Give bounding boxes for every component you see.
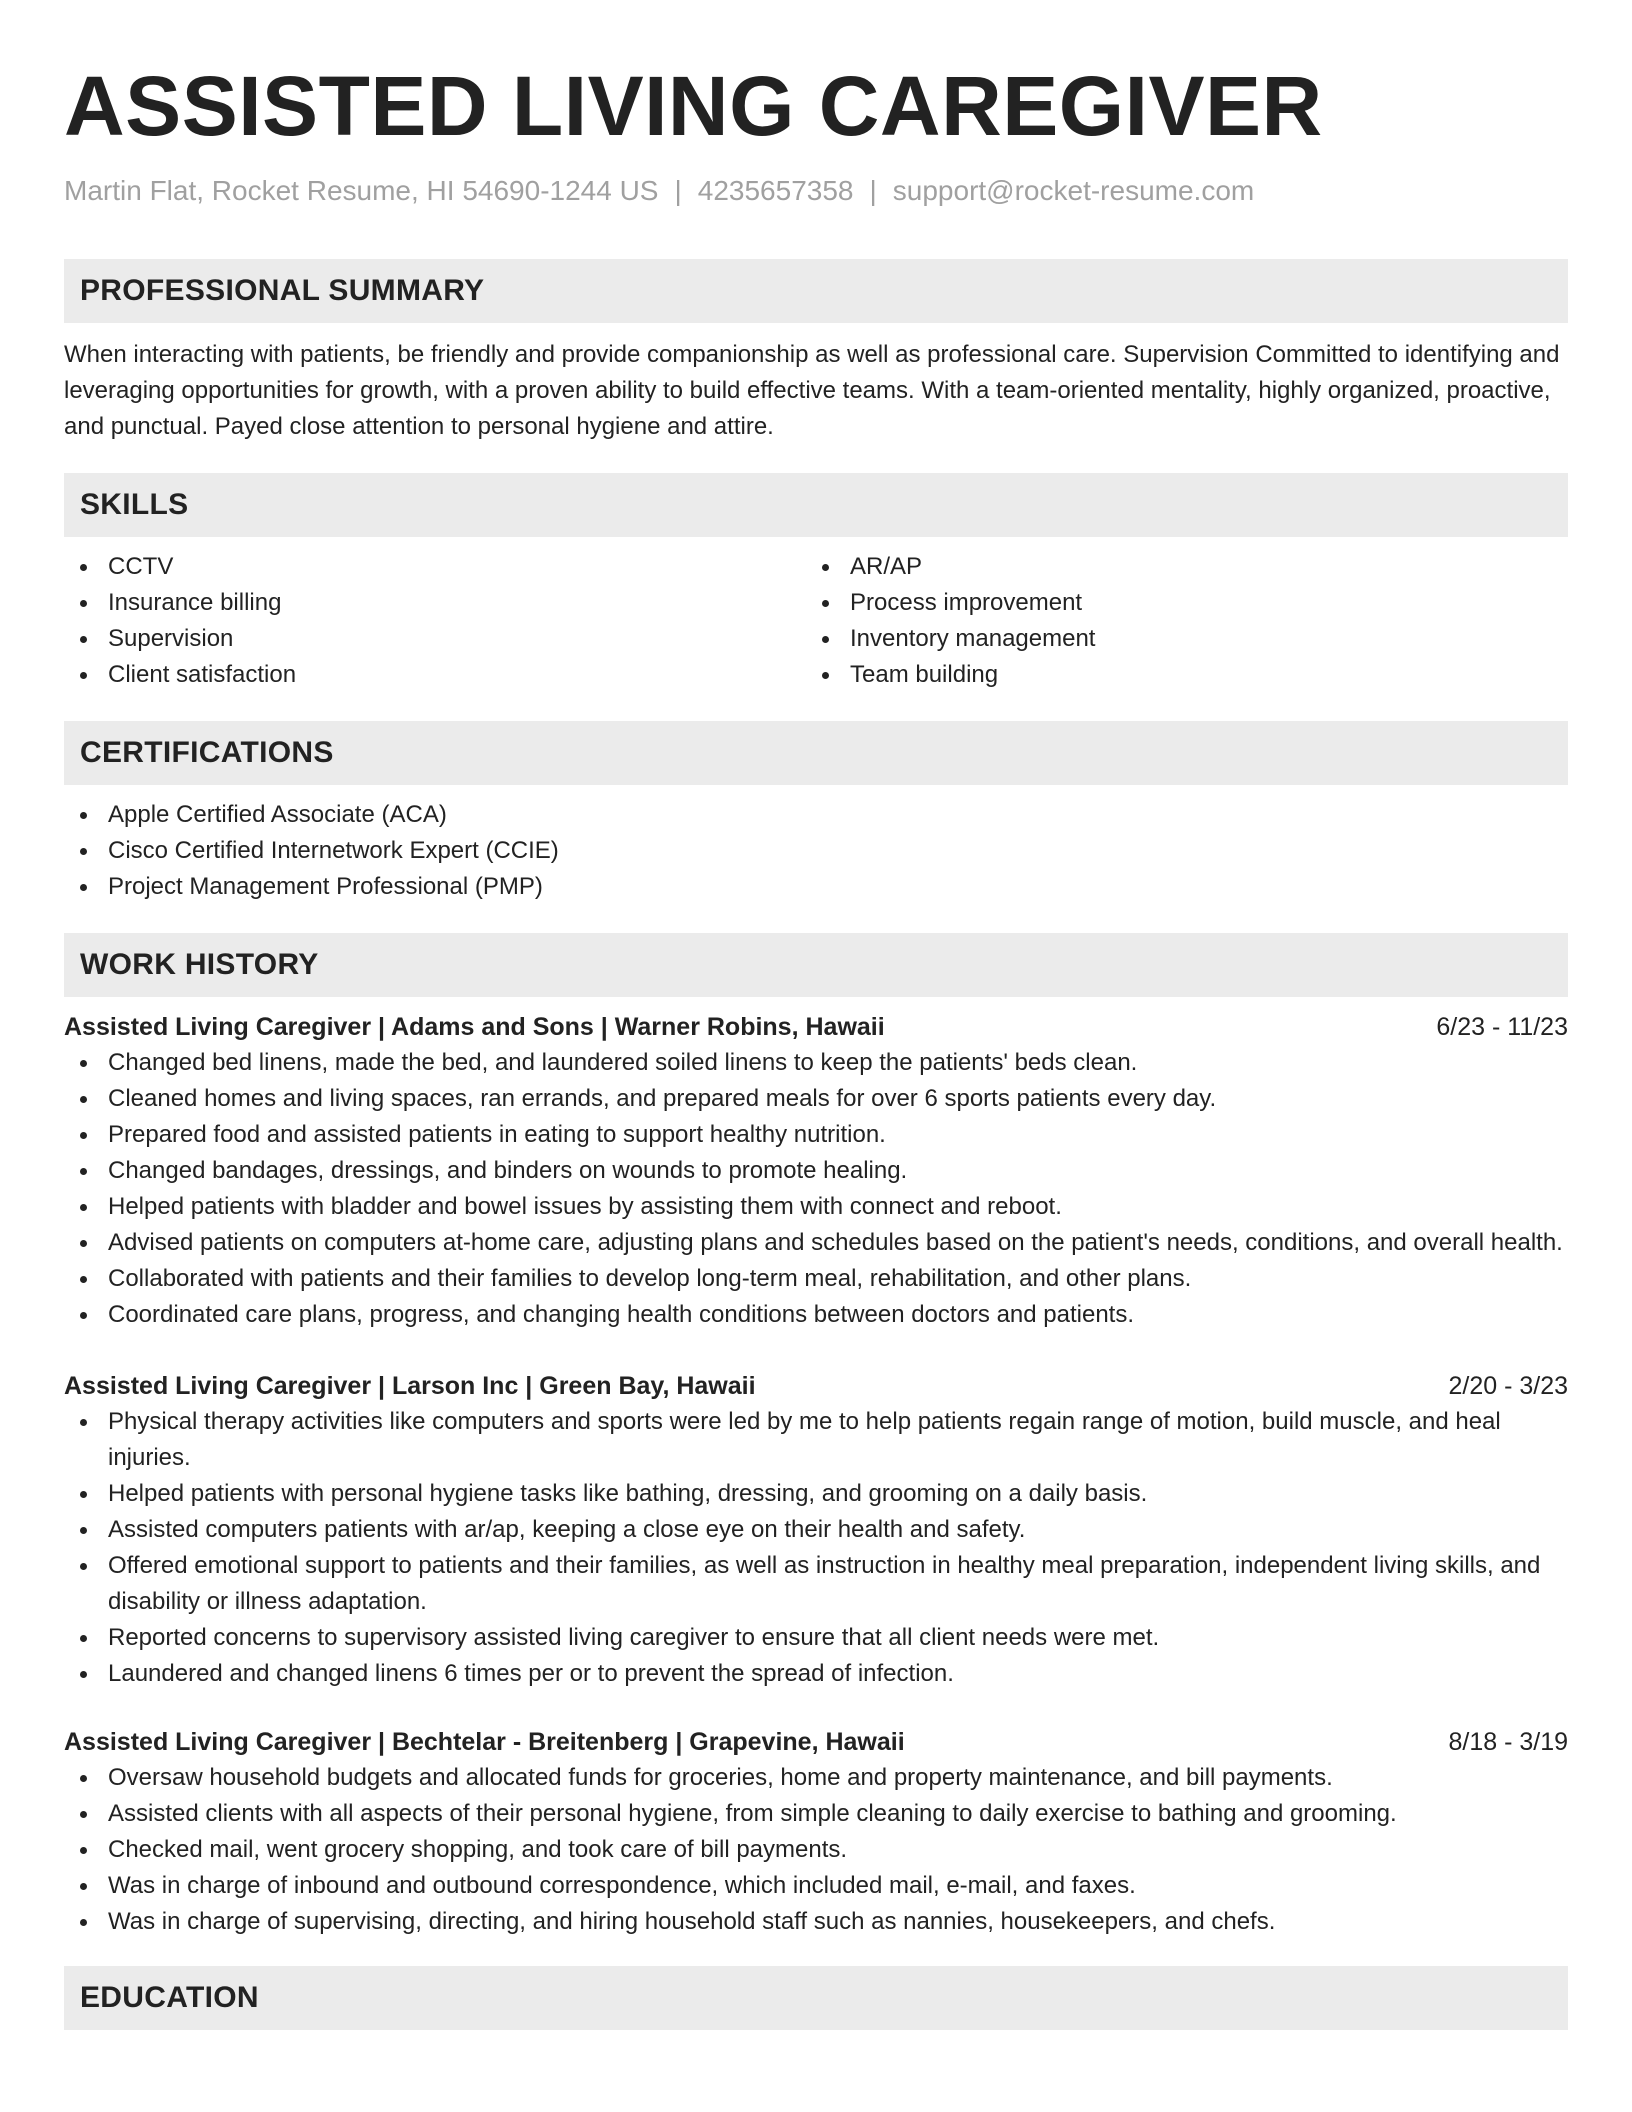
certification-item: Apple Certified Associate (ACA) bbox=[64, 797, 1568, 833]
skills-grid bbox=[64, 549, 1568, 693]
job-entry bbox=[64, 1368, 1568, 1692]
job-bullet: Helped patients with bladder and bowel issues by assisting them with connect and reboot. bbox=[64, 1189, 1568, 1225]
skills-list-right bbox=[806, 549, 1548, 693]
certifications-list bbox=[64, 797, 1568, 905]
job-bullet: Laundered and changed linens 6 times per or to prevent the spread of infection. bbox=[64, 1656, 1568, 1692]
skill-item: AR/AP bbox=[806, 549, 1548, 585]
resume-page bbox=[64, 0, 1568, 2030]
skills-list-left bbox=[64, 549, 806, 693]
job-bullet: Was in charge of inbound and outbound correspondence, which included mail, e-mail, and faxes. bbox=[64, 1868, 1568, 1904]
job-bullet: Coordinated care plans, progress, and changing health conditions between doctors and patients. bbox=[64, 1297, 1568, 1333]
job-bullet: Offered emotional support to patients and their families, as well as instruction in healthy meal preparation, independent living skills, and disability or illness adaptation. bbox=[64, 1548, 1568, 1620]
section-header-education: EDUCATION bbox=[64, 1966, 1568, 2030]
job-bullet-list bbox=[64, 1760, 1568, 1940]
contact-separator: | bbox=[674, 175, 682, 206]
job-entry bbox=[64, 1724, 1568, 1940]
section-header-work-history: WORK HISTORY bbox=[64, 933, 1568, 997]
skill-item: Team building bbox=[806, 657, 1548, 693]
contact-email: support@rocket-resume.com bbox=[892, 175, 1255, 206]
job-dates: 2/20 - 3/23 bbox=[1448, 1372, 1568, 1400]
section-header-skills: SKILLS bbox=[64, 473, 1568, 537]
job-dates: 8/18 - 3/19 bbox=[1448, 1728, 1568, 1756]
job-entry bbox=[64, 1009, 1568, 1333]
job-title: Assisted Living Caregiver | Larson Inc | Green Bay, Hawaii bbox=[64, 1372, 756, 1400]
job-header bbox=[64, 1724, 1568, 1760]
section-header-certifications: CERTIFICATIONS bbox=[64, 721, 1568, 785]
job-bullet: Changed bandages, dressings, and binders on wounds to promote healing. bbox=[64, 1153, 1568, 1189]
resume-name: ASSISTED LIVING CAREGIVER bbox=[64, 59, 1323, 153]
job-bullet-list bbox=[64, 1404, 1568, 1692]
job-bullet: Oversaw household budgets and allocated funds for groceries, home and property maintenance, and bill payments. bbox=[64, 1760, 1568, 1796]
skill-item: Client satisfaction bbox=[64, 657, 806, 693]
certification-item: Cisco Certified Internetwork Expert (CCIE) bbox=[64, 833, 1568, 869]
skill-item: Insurance billing bbox=[64, 585, 806, 621]
skill-item: Inventory management bbox=[806, 621, 1548, 657]
skill-item: CCTV bbox=[64, 549, 806, 585]
certification-item: Project Management Professional (PMP) bbox=[64, 869, 1568, 905]
job-bullet: Cleaned homes and living spaces, ran errands, and prepared meals for over 6 sports patients every day. bbox=[64, 1081, 1568, 1117]
job-bullet: Helped patients with personal hygiene tasks like bathing, dressing, and grooming on a daily basis. bbox=[64, 1476, 1568, 1512]
summary-text: When interacting with patients, be friendly and provide companionship as well as professional care. Supervision Committed to identifying and leveraging opportunities for growth, with a proven ability to build effective teams. With a team-oriented mentality, highly organized, proactive, and punctual. Payed close attention to personal hygiene and attire. bbox=[64, 341, 1560, 440]
job-bullet: Checked mail, went grocery shopping, and took care of bill payments. bbox=[64, 1832, 1568, 1868]
contact-separator: | bbox=[869, 175, 877, 206]
section-header-summary: PROFESSIONAL SUMMARY bbox=[64, 259, 1568, 323]
job-bullet-list bbox=[64, 1045, 1568, 1333]
job-bullet: Collaborated with patients and their families to develop long-term meal, rehabilitation, and other plans. bbox=[64, 1261, 1568, 1297]
job-bullet: Was in charge of supervising, directing, and hiring household staff such as nannies, housekeepers, and chefs. bbox=[64, 1904, 1568, 1940]
contact-address: Martin Flat, Rocket Resume, HI 54690-1244 US bbox=[64, 175, 659, 206]
skill-item: Supervision bbox=[64, 621, 806, 657]
job-header bbox=[64, 1368, 1568, 1404]
skill-item: Process improvement bbox=[806, 585, 1548, 621]
job-bullet: Physical therapy activities like computers and sports were led by me to help patients regain range of motion, build muscle, and heal injuries. bbox=[64, 1404, 1568, 1476]
job-bullet: Changed bed linens, made the bed, and laundered soiled linens to keep the patients' beds clean. bbox=[64, 1045, 1568, 1081]
job-bullet: Prepared food and assisted patients in eating to support healthy nutrition. bbox=[64, 1117, 1568, 1153]
job-bullet: Reported concerns to supervisory assisted living caregiver to ensure that all client needs were met. bbox=[64, 1620, 1568, 1656]
contact-phone: 4235657358 bbox=[697, 175, 854, 206]
job-dates: 6/23 - 11/23 bbox=[1436, 1013, 1568, 1041]
job-title: Assisted Living Caregiver | Bechtelar - Breitenberg | Grapevine, Hawaii bbox=[64, 1728, 905, 1756]
job-bullet: Advised patients on computers at-home care, adjusting plans and schedules based on the patient's needs, conditions, and overall health. bbox=[64, 1225, 1568, 1261]
contact-line bbox=[64, 174, 1568, 208]
job-header bbox=[64, 1009, 1568, 1045]
job-bullet: Assisted clients with all aspects of their personal hygiene, from simple cleaning to daily exercise to bathing and grooming. bbox=[64, 1796, 1568, 1832]
job-bullet: Assisted computers patients with ar/ap, keeping a close eye on their health and safety. bbox=[64, 1512, 1568, 1548]
job-title: Assisted Living Caregiver | Adams and Sons | Warner Robins, Hawaii bbox=[64, 1013, 885, 1041]
